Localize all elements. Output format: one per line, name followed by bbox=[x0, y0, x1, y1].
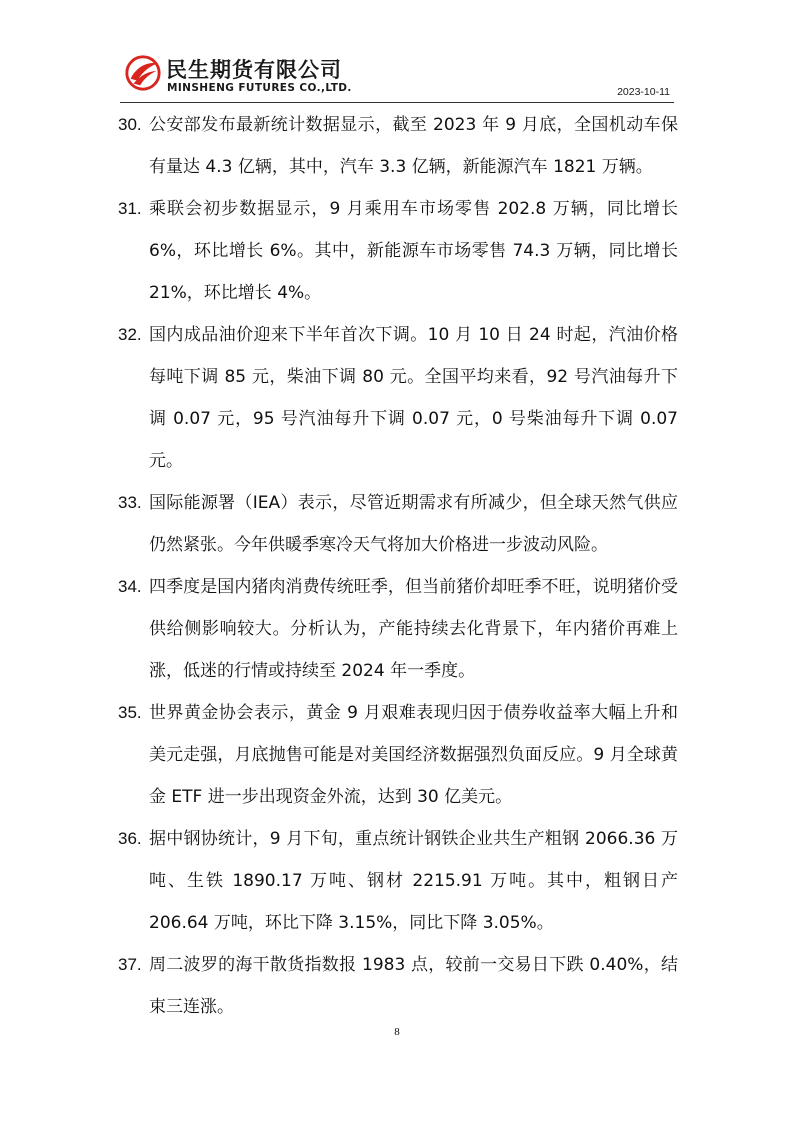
news-list bbox=[118, 104, 678, 1028]
news-item-32 bbox=[118, 314, 678, 482]
item-number: 35. bbox=[118, 703, 142, 722]
item-text: 四季度是国内猪肉消费传统旺季，但当前猪价却旺季不旺，说明猪价受供给侧影响较大。分析认为，产能持续去化背景下，年内猪价再难上涨，低迷的行情或持续至 2024 年一季度。 bbox=[149, 577, 678, 681]
item-number: 31. bbox=[118, 199, 142, 218]
company-name-cn: 民生期货有限公司 bbox=[166, 58, 342, 82]
news-item-30 bbox=[118, 104, 678, 188]
minsheng-logo-icon bbox=[124, 54, 162, 92]
news-item-34 bbox=[118, 566, 678, 692]
item-text: 乘联会初步数据显示，9 月乘用车市场零售 202.8 万辆，同比增长 6%，环比增长 6%。其中，新能源车市场零售 74.3 万辆，同比增长 21%，环比增长 4%。 bbox=[149, 199, 678, 303]
report-date: 2023-10-11 bbox=[617, 86, 670, 98]
item-text: 世界黄金协会表示，黄金 9 月艰难表现归因于债券收益率大幅上升和美元走强，月底抛售可能是对美国经济数据强烈负面反应。9 月全球黄金 ETF 进一步出现资金外流，达到 30 亿美元。 bbox=[149, 703, 678, 807]
item-number: 32. bbox=[118, 325, 142, 344]
item-number: 33. bbox=[118, 493, 142, 512]
news-item-35 bbox=[118, 692, 678, 818]
news-item-37 bbox=[118, 944, 678, 1028]
item-text: 国际能源署（IEA）表示，尽管近期需求有所减少，但全球天然气供应仍然紧张。今年供暖季寒冷天气将加大价格进一步波动风险。 bbox=[149, 493, 678, 555]
item-text: 国内成品油价迎来下半年首次下调。10 月 10 日 24 时起，汽油价格每吨下调 85 元，柴油下调 80 元。全国平均来看，92 号汽油每升下调 0.07 元，95 号汽油每升下调 0.07 元，0 号柴油每升下调 0.07 元。 bbox=[149, 325, 678, 471]
header-divider bbox=[120, 102, 674, 103]
page-header bbox=[120, 50, 674, 102]
item-number: 34. bbox=[118, 577, 142, 596]
news-item-33 bbox=[118, 482, 678, 566]
item-text: 据中钢协统计，9 月下旬，重点统计钢铁企业共生产粗钢 2066.36 万吨、生铁 1890.17 万吨、钢材 2215.91 万吨。其中，粗钢日产 206.64 万吨，环比下降 3.15%，同比下降 3.05%。 bbox=[149, 829, 678, 933]
item-number: 36. bbox=[118, 829, 142, 848]
company-name-en: MINSHENG FUTURES CO.,LTD. bbox=[167, 82, 352, 94]
news-item-36 bbox=[118, 818, 678, 944]
item-text: 公安部发布最新统计数据显示，截至 2023 年 9 月底，全国机动车保有量达 4.3 亿辆，其中，汽车 3.3 亿辆，新能源汽车 1821 万辆。 bbox=[149, 115, 678, 177]
news-item-31 bbox=[118, 188, 678, 314]
item-number: 37. bbox=[118, 955, 142, 974]
item-number: 30. bbox=[118, 115, 142, 134]
item-text: 周二波罗的海干散货指数报 1983 点，较前一交易日下跌 0.40%，结束三连涨。 bbox=[149, 955, 678, 1017]
page-number: 8 bbox=[394, 1026, 400, 1038]
